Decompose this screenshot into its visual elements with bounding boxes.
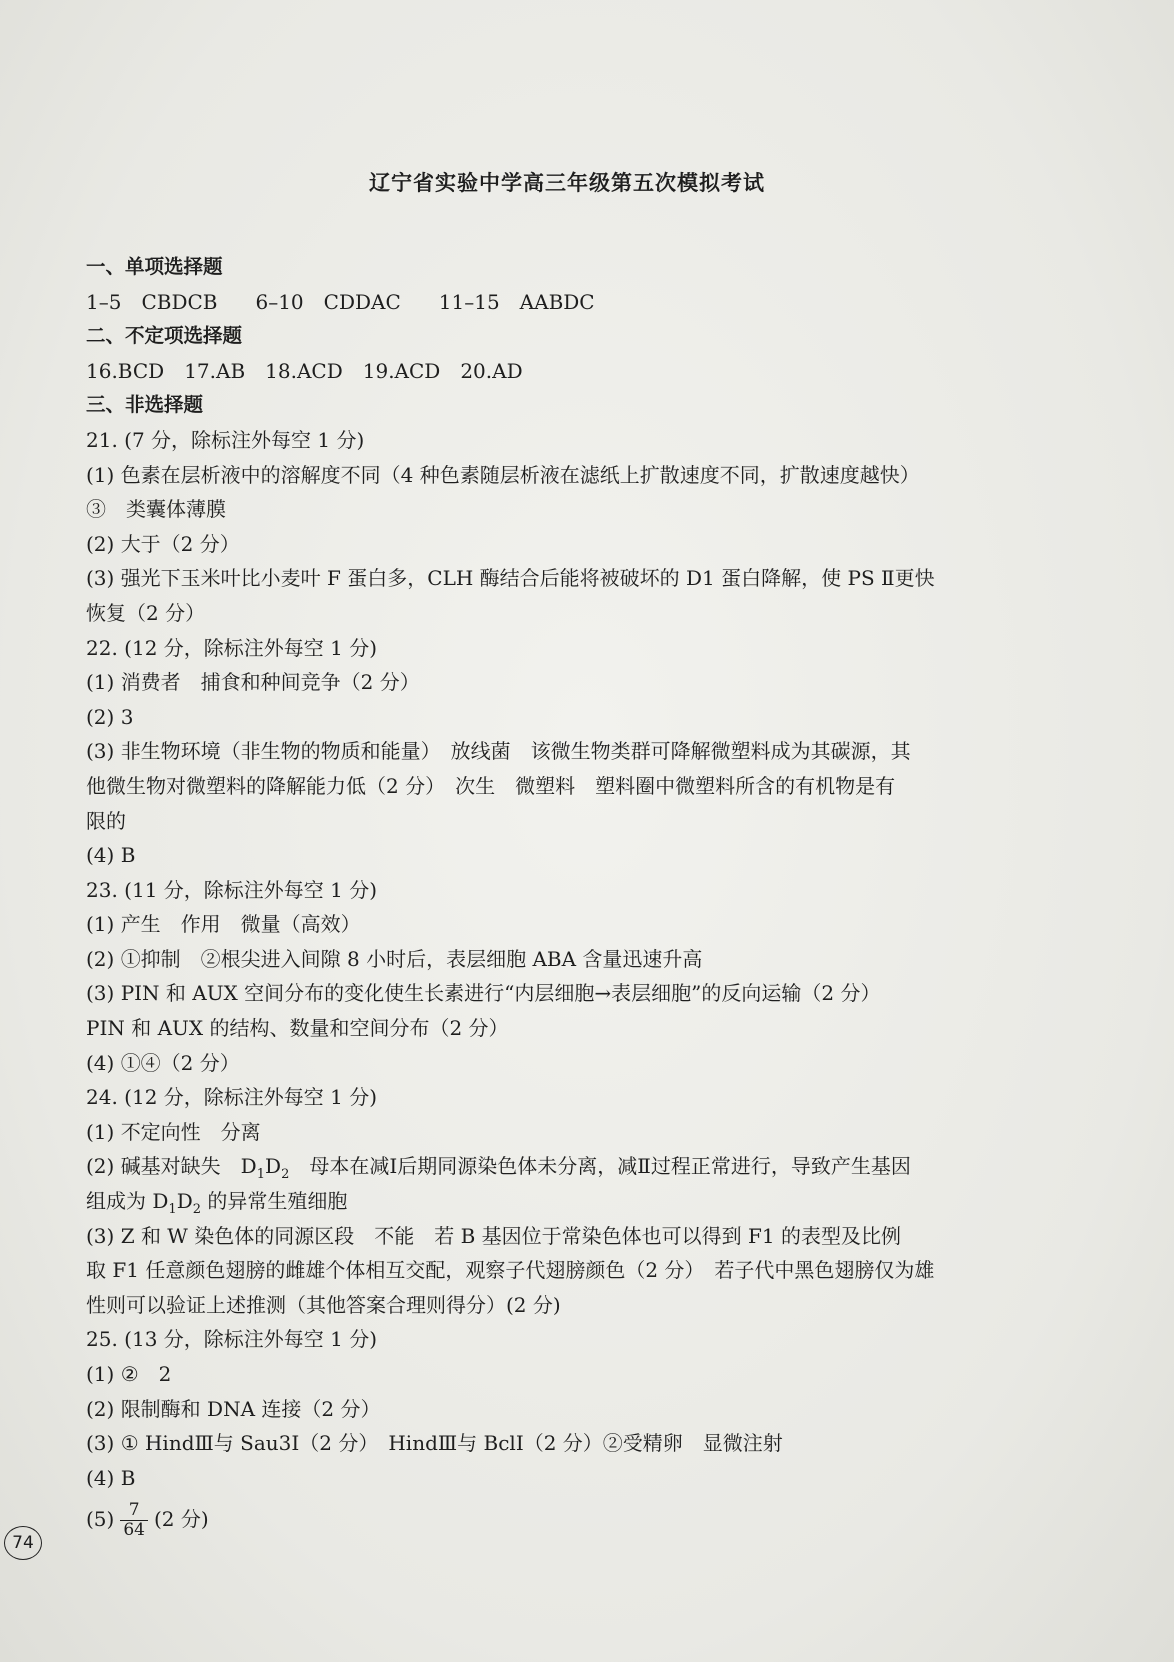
q23-heading: 23. (11 分，除标注外每空 1 分)	[86, 877, 378, 902]
q23-line: (2) ①抑制 ②根尖进入间隙 8 小时后，表层细胞 ABA 含量迅速升高	[86, 946, 703, 971]
q25-text: (5)	[86, 1507, 115, 1532]
q22-line: (3) 非生物环境（非生物的物质和能量） 放线菌 该微生物类群可降解微塑料成为其碳源，其	[86, 739, 911, 764]
q21-line: ③ 类囊体薄膜	[86, 497, 226, 522]
q21-line: (3) 强光下玉米叶比小麦叶 F 蛋白多，CLH 酶结合后能将被破坏的 D1 蛋白降解，使 PS Ⅱ更快	[86, 566, 935, 591]
q24-line: (1) 不定向性 分离	[86, 1119, 261, 1144]
q23-line: (3) PIN 和 AUX 空间分布的变化使生长素进行“内层细胞→表层细胞”的反向运输（2 分）	[86, 981, 881, 1006]
q25-line: (4) B	[86, 1465, 136, 1490]
subscript: 2	[192, 1202, 202, 1218]
q24-text: D	[265, 1154, 282, 1179]
section-heading-multiple-choice: 二、不定项选择题	[86, 324, 243, 348]
q24-text: 的异常生殖细胞	[201, 1189, 348, 1214]
q24-text: (2) 碱基对缺失 D	[86, 1154, 257, 1179]
fraction-numerator: 7	[120, 1501, 148, 1521]
single-choice-answers	[86, 285, 1066, 320]
q21-line: (1) 色素在层析液中的溶解度不同（4 种色素随层析液在滤纸上扩散速度不同，扩散速度越快）	[86, 462, 920, 487]
q24-line	[86, 1184, 1066, 1219]
q24-line: 性则可以验证上述推测（其他答案合理则得分）(2 分)	[86, 1292, 561, 1317]
q21-line: (2) 大于（2 分）	[86, 531, 240, 556]
q23-line: PIN 和 AUX 的结构、数量和空间分布（2 分）	[86, 1016, 509, 1041]
page-number-badge: 74	[4, 1526, 42, 1560]
q25-heading: 25. (13 分，除标注外每空 1 分)	[86, 1327, 378, 1352]
q24-line: 取 F1 任意颜色翅膀的雌雄个体相互交配，观察子代翅膀颜色（2 分） 若子代中黑色翅膀仅为雄	[86, 1258, 935, 1283]
answers-11-15: 11–15 AABDC	[438, 289, 595, 314]
section-heading-non-choice: 三、非选择题	[86, 393, 204, 417]
page-title: 辽宁省实验中学高三年级第五次模拟考试	[369, 171, 765, 195]
answers-1-5: 1–5 CBDCB	[86, 289, 218, 314]
q25-line	[86, 1495, 1066, 1543]
q25-line: (3) ① HindⅢ与 Sau3I（2 分） HindⅢ与 BclI（2 分）②受精卵 显微注射	[86, 1431, 783, 1456]
q24-line	[86, 1149, 1066, 1184]
q25-line: (2) 限制酶和 DNA 连接（2 分）	[86, 1396, 381, 1421]
q22-line: 他微生物对微塑料的降解能力低（2 分） 次生 微塑料 塑料圈中微塑料所含的有机物是有	[86, 773, 896, 798]
q24-line: (3) Z 和 W 染色体的同源区段 不能 若 B 基因位于常染色体也可以得到 F1 的表型及比例	[86, 1223, 901, 1248]
answers-6-10: 6–10 CDDAC	[255, 289, 401, 314]
q24-text: D	[176, 1189, 193, 1214]
subscript: 1	[168, 1202, 177, 1218]
q22-line: 限的	[86, 808, 126, 833]
q21-line: 恢复（2 分）	[86, 600, 206, 625]
q22-line: (1) 消费者 捕食和种间竞争（2 分）	[86, 670, 420, 695]
q24-heading: 24. (12 分，除标注外每空 1 分)	[86, 1085, 378, 1110]
subscript: 2	[281, 1167, 290, 1183]
q24-text: 母本在减Ⅰ后期同源染色体未分离，减Ⅱ过程正常进行，导致产生基因	[289, 1154, 911, 1179]
q23-line: (4) ①④（2 分）	[86, 1050, 240, 1075]
fraction-denominator: 64	[123, 1520, 145, 1541]
q22-heading: 22. (12 分，除标注外每空 1 分)	[86, 635, 378, 660]
q25-text: (2 分)	[153, 1507, 209, 1532]
q22-line: (4) B	[86, 843, 136, 868]
subscript: 1	[256, 1167, 266, 1183]
q21-heading: 21. (7 分，除标注外每空 1 分)	[86, 427, 365, 452]
q22-line: (2) 3	[86, 704, 134, 729]
section-heading-single-choice: 一、单项选择题	[86, 255, 223, 278]
fraction	[120, 1501, 148, 1540]
q24-text: 组成为 D	[86, 1189, 169, 1214]
q25-line: (1) ② 2	[86, 1362, 172, 1386]
q23-line: (1) 产生 作用 微量（高效）	[86, 912, 361, 937]
answer-content	[86, 250, 1066, 1543]
multiple-choice-answers: 16.BCD 17.AB 18.ACD 19.ACD 20.AD	[86, 358, 523, 383]
